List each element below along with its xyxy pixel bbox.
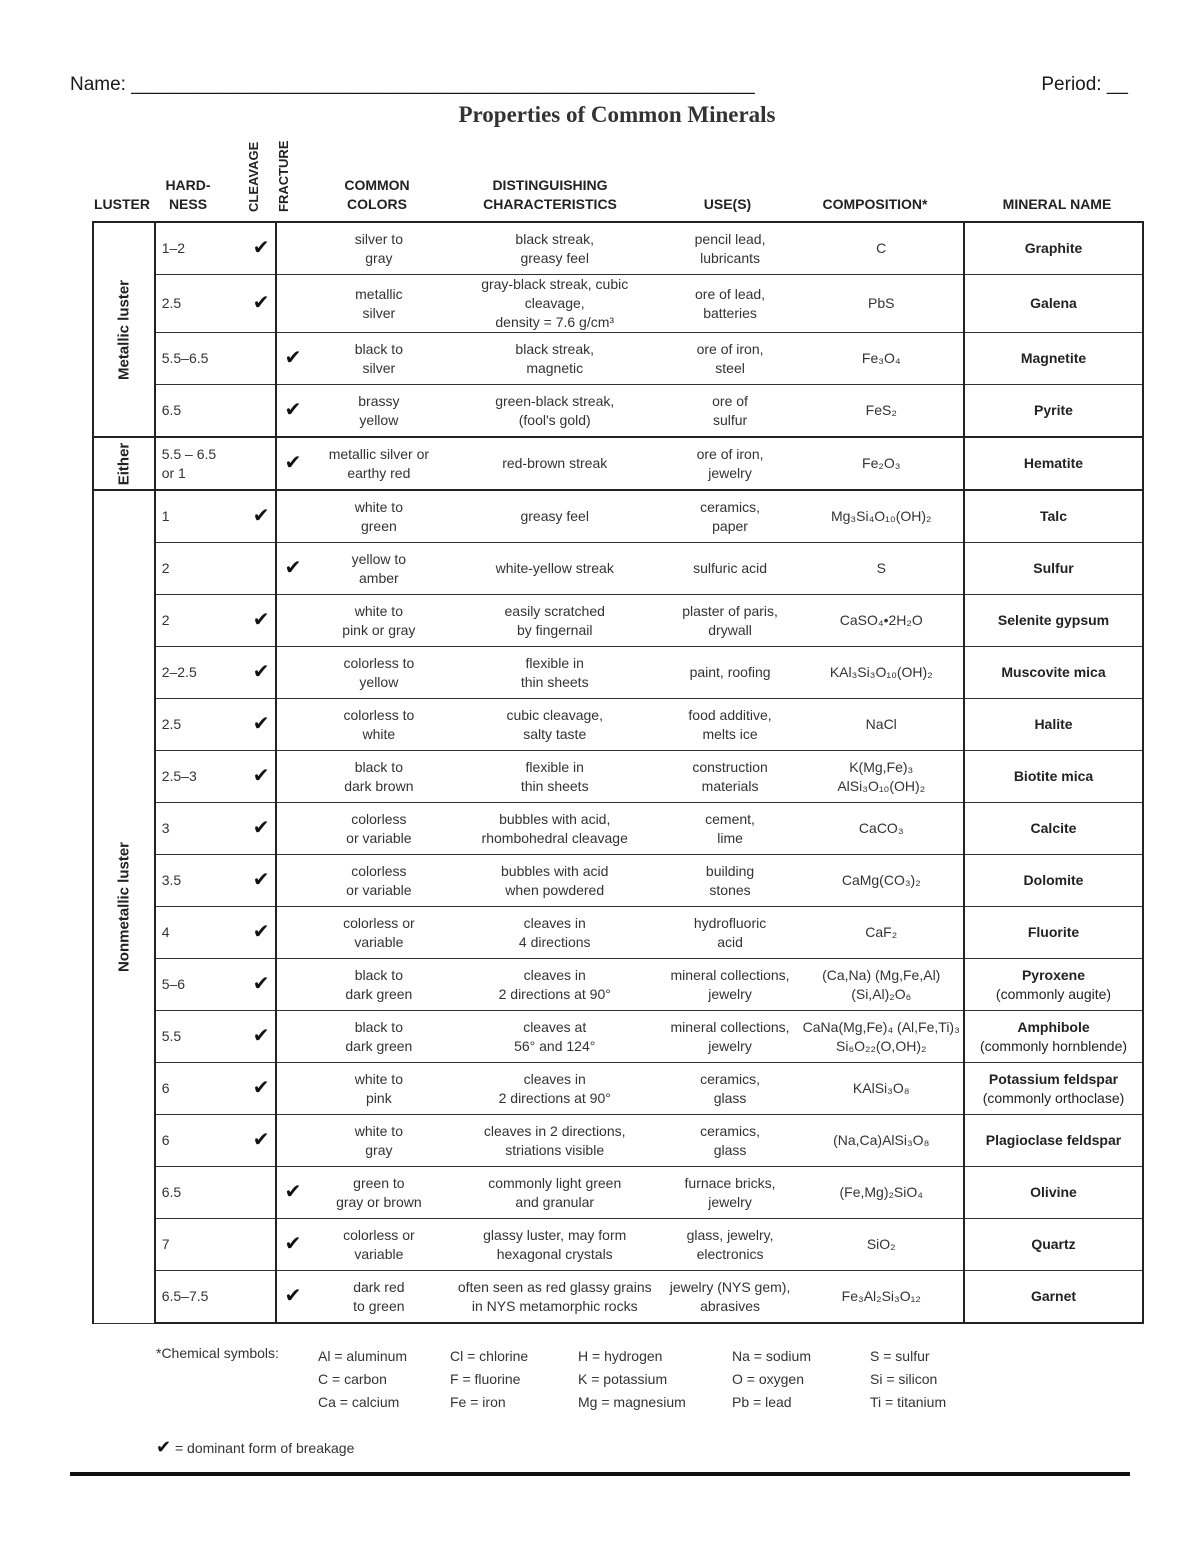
uses-cell: jewelry (NYS gem), abrasives: [661, 1271, 800, 1324]
mineral-name: Garnet: [1030, 1288, 1077, 1304]
cleavage-cell: [247, 1271, 276, 1324]
characteristics-cell: often seen as red glassy grains in NYS metamorphic rocks: [449, 1271, 661, 1324]
luster-group-metallic: [93, 222, 155, 437]
legend-item: K = potassium: [578, 1371, 668, 1387]
colors-cell: white to pink: [309, 1063, 449, 1115]
hardness-cell: 2.5: [155, 699, 248, 751]
legend-item: Na = sodium: [732, 1348, 811, 1364]
characteristics-cell: green-black streak, (fool's gold): [449, 385, 661, 438]
colors-cell: white to green: [309, 490, 449, 543]
check-mark-icon: ✔: [156, 1437, 172, 1457]
uses-cell: sulfuric acid: [661, 543, 800, 595]
check-mark-icon: ✔: [252, 920, 270, 943]
characteristics-cell: flexible in thin sheets: [449, 647, 661, 699]
mineral-name: Selenite gypsum: [997, 612, 1110, 628]
bottom-rule: [70, 1472, 1130, 1476]
hardness-cell: 2.5–3: [155, 751, 248, 803]
table-row: [93, 907, 1143, 959]
fracture-cell: [276, 437, 309, 490]
legend-item: Mg = magnesium: [578, 1394, 686, 1410]
fracture-cell: [276, 543, 309, 595]
mineral-name: Halite: [1034, 716, 1073, 732]
colors-cell: white to pink or gray: [309, 595, 449, 647]
luster-group-label: Either: [115, 442, 133, 485]
uses-cell: mineral collections, jewelry: [661, 1011, 800, 1063]
table-row: [93, 333, 1143, 385]
uses-cell: ore of iron, steel: [661, 333, 800, 385]
legend-item: Fe = iron: [450, 1394, 506, 1410]
composition-cell: FeS₂: [799, 385, 964, 438]
check-mark-icon: ✔: [252, 660, 270, 683]
characteristics-cell: flexible in thin sheets: [449, 751, 661, 803]
mineral-name-cell: [964, 1219, 1143, 1271]
table-row: [93, 1115, 1143, 1167]
table-row: [93, 803, 1143, 855]
mineral-name-note: (commonly orthoclase): [982, 1089, 1125, 1106]
colors-cell: colorless to yellow: [309, 647, 449, 699]
luster-group-nonmetallic: [93, 490, 155, 1323]
legend-column: [578, 1345, 686, 1414]
mineral-name-cell: [964, 275, 1143, 333]
mineral-name-cell: [964, 333, 1143, 385]
characteristics-cell: red-brown streak: [449, 437, 661, 490]
composition-cell: (Ca,Na) (Mg,Fe,Al) (Si,Al)₂O₆: [799, 959, 964, 1011]
characteristics-cell: black streak, greasy feel: [449, 222, 661, 275]
fracture-cell: [276, 1219, 309, 1271]
characteristics-cell: glassy luster, may form hexagonal crystals: [449, 1219, 661, 1271]
composition-cell: (Fe,Mg)₂SiO₄: [799, 1167, 964, 1219]
composition-cell: Fe₃Al₂Si₃O₁₂: [799, 1271, 964, 1324]
hardness-cell: 6.5: [155, 1167, 248, 1219]
cleavage-cell: [247, 1219, 276, 1271]
table-row: [93, 1011, 1143, 1063]
hardness-cell: 1–2: [155, 222, 248, 275]
fracture-cell: [276, 803, 309, 855]
fracture-cell: [276, 595, 309, 647]
fracture-cell: [276, 1011, 309, 1063]
col-header-cleavage: CLEAVAGE: [246, 141, 261, 212]
cleavage-cell: [247, 1011, 276, 1063]
colors-cell: colorless or variable: [309, 803, 449, 855]
hardness-cell: 6.5–7.5: [155, 1271, 248, 1324]
page-title: Properties of Common Minerals: [458, 102, 776, 127]
characteristics-cell: gray-black streak, cubic cleavage, density = 7.6 g/cm³: [449, 275, 661, 333]
hardness-cell: 1: [155, 490, 248, 543]
hardness-cell: 5.5 – 6.5 or 1: [155, 437, 248, 490]
table-row: [93, 543, 1143, 595]
hardness-cell: 6.5: [155, 385, 248, 438]
fracture-cell: [276, 490, 309, 543]
legend-column: [732, 1345, 811, 1414]
cleavage-cell: [247, 543, 276, 595]
cleavage-cell: [247, 490, 276, 543]
uses-cell: mineral collections, jewelry: [661, 959, 800, 1011]
cleavage-cell: [247, 595, 276, 647]
characteristics-cell: bubbles with acid, rhombohedral cleavage: [449, 803, 661, 855]
cleavage-cell: [247, 385, 276, 438]
colors-cell: black to dark brown: [309, 751, 449, 803]
luster-group-either: [93, 437, 155, 490]
characteristics-cell: cleaves in 4 directions: [449, 907, 661, 959]
legend-item: Ca = calcium: [318, 1394, 400, 1410]
fracture-cell: [276, 333, 309, 385]
luster-group-label: Metallic luster: [115, 279, 133, 380]
mineral-name: Sulfur: [1033, 560, 1074, 576]
col-header-uses: USE(S): [703, 196, 752, 212]
hardness-cell: 5.5: [155, 1011, 248, 1063]
mineral-name: Galena: [1030, 295, 1077, 311]
fracture-cell: [276, 699, 309, 751]
colors-cell: silver to gray: [309, 222, 449, 275]
fracture-cell: [276, 647, 309, 699]
hardness-cell: 2.5: [155, 275, 248, 333]
colors-cell: colorless or variable: [309, 1219, 449, 1271]
composition-cell: S: [799, 543, 964, 595]
colors-cell: white to gray: [309, 1115, 449, 1167]
cleavage-cell: [247, 1115, 276, 1167]
mineral-name-cell: [964, 1011, 1143, 1063]
uses-cell: pencil lead, lubricants: [661, 222, 800, 275]
colors-cell: brassy yellow: [309, 385, 449, 438]
colors-cell: colorless or variable: [309, 907, 449, 959]
check-mark-icon: ✔: [252, 764, 270, 787]
hardness-cell: 6: [155, 1063, 248, 1115]
colors-cell: black to dark green: [309, 959, 449, 1011]
minerals-table: [92, 221, 1144, 1324]
uses-cell: glass, jewelry, electronics: [661, 1219, 800, 1271]
check-mark-icon: ✔: [284, 398, 302, 421]
characteristics-cell: white-yellow streak: [449, 543, 661, 595]
mineral-name-cell: [964, 751, 1143, 803]
mineral-name: Pyroxene: [1021, 966, 1086, 983]
fracture-cell: [276, 907, 309, 959]
colors-cell: colorless to white: [309, 699, 449, 751]
mineral-name: Hematite: [1023, 455, 1084, 471]
composition-cell: Fe₂O₃: [799, 437, 964, 490]
check-mark-icon: ✔: [284, 346, 302, 369]
legend-label: *Chemical symbols:: [156, 1345, 279, 1361]
cleavage-cell: [247, 907, 276, 959]
characteristics-cell: commonly light green and granular: [449, 1167, 661, 1219]
table-row: [93, 959, 1143, 1011]
composition-cell: (Na,Ca)AlSi₃O₈: [799, 1115, 964, 1167]
legend-item: S = sulfur: [870, 1348, 930, 1364]
colors-cell: dark red to green: [309, 1271, 449, 1324]
uses-cell: paint, roofing: [661, 647, 800, 699]
table-row: [93, 855, 1143, 907]
check-mark-icon: ✔: [252, 972, 270, 995]
legend-column: [450, 1345, 528, 1414]
hardness-cell: 3.5: [155, 855, 248, 907]
mineral-name: Quartz: [1031, 1236, 1076, 1252]
col-header-luster: LUSTER: [94, 196, 150, 212]
colors-cell: black to silver: [309, 333, 449, 385]
table-row: [93, 222, 1143, 275]
mineral-name: Magnetite: [1020, 350, 1087, 366]
col-header-colors: COMMON COLORS: [344, 177, 410, 212]
cleavage-cell: [247, 803, 276, 855]
col-header-fracture: FRACTURE: [276, 140, 291, 212]
col-header-composition: COMPOSITION*: [822, 196, 928, 212]
composition-cell: Fe₃O₄: [799, 333, 964, 385]
check-mark-icon: ✔: [284, 1180, 302, 1203]
composition-cell: CaNa(Mg,Fe)₄ (Al,Fe,Ti)₃ Si₆O₂₂(O,OH)₂: [799, 1011, 964, 1063]
check-mark-icon: ✔: [252, 236, 270, 259]
legend-item: Si = silicon: [870, 1371, 938, 1387]
characteristics-cell: cleaves in 2 directions at 90°: [449, 1063, 661, 1115]
composition-cell: CaCO₃: [799, 803, 964, 855]
mineral-name-cell: [964, 437, 1143, 490]
hardness-cell: 5.5–6.5: [155, 333, 248, 385]
fracture-cell: [276, 959, 309, 1011]
check-mark-icon: ✔: [252, 712, 270, 735]
cleavage-cell: [247, 275, 276, 333]
mineral-name-cell: [964, 699, 1143, 751]
cleavage-cell: [247, 751, 276, 803]
composition-cell: SiO₂: [799, 1219, 964, 1271]
cleavage-cell: [247, 222, 276, 275]
period-field-label: Period: __: [1041, 74, 1128, 95]
mineral-name-cell: [964, 1271, 1143, 1324]
cleavage-cell: [247, 333, 276, 385]
mineral-name-cell: [964, 385, 1143, 438]
composition-cell: PbS: [799, 275, 964, 333]
colors-cell: metallic silver: [309, 275, 449, 333]
fracture-cell: [276, 855, 309, 907]
table-row: [93, 437, 1143, 490]
mineral-name-cell: [964, 595, 1143, 647]
hardness-cell: 7: [155, 1219, 248, 1271]
cleavage-cell: [247, 699, 276, 751]
mineral-name: Plagioclase feldspar: [985, 1132, 1122, 1148]
legend-column: [870, 1345, 946, 1414]
luster-group-label: Nonmetallic luster: [115, 841, 133, 972]
mineral-name-cell: [964, 1063, 1143, 1115]
uses-cell: ore of lead, batteries: [661, 275, 800, 333]
table-row: [93, 275, 1143, 333]
mineral-name-cell: [964, 1115, 1143, 1167]
composition-cell: NaCl: [799, 699, 964, 751]
hardness-cell: 5–6: [155, 959, 248, 1011]
col-header-mineral-name: MINERAL NAME: [1002, 196, 1112, 212]
colors-cell: metallic silver or earthy red: [309, 437, 449, 490]
mineral-name-cell: [964, 647, 1143, 699]
cleavage-cell: [247, 1063, 276, 1115]
colors-cell: green to gray or brown: [309, 1167, 449, 1219]
fracture-cell: [276, 1271, 309, 1324]
table-row: [93, 1219, 1143, 1271]
uses-cell: food additive, melts ice: [661, 699, 800, 751]
composition-cell: Mg₃Si₄O₁₀(OH)₂: [799, 490, 964, 543]
mineral-name-cell: [964, 907, 1143, 959]
mineral-name-cell: [964, 855, 1143, 907]
check-mark-icon: ✔: [284, 1232, 302, 1255]
mineral-name: Muscovite mica: [1001, 664, 1106, 680]
hardness-cell: 2: [155, 543, 248, 595]
table-row: [93, 385, 1143, 438]
check-mark-icon: ✔: [252, 504, 270, 527]
mineral-name-cell: [964, 543, 1143, 595]
uses-cell: ceramics, glass: [661, 1063, 800, 1115]
table-row: [93, 647, 1143, 699]
breakage-footnote: [156, 1437, 354, 1458]
legend-item: Pb = lead: [732, 1394, 792, 1410]
mineral-name-cell: [964, 1167, 1143, 1219]
cleavage-cell: [247, 1167, 276, 1219]
uses-cell: ore of sulfur: [661, 385, 800, 438]
fracture-cell: [276, 275, 309, 333]
legend-item: Al = aluminum: [318, 1348, 408, 1364]
composition-cell: KAl₃Si₃O₁₀(OH)₂: [799, 647, 964, 699]
table-row: [93, 1167, 1143, 1219]
table-row: [93, 490, 1143, 543]
check-mark-icon: ✔: [284, 451, 302, 474]
table-row: [93, 595, 1143, 647]
cleavage-cell: [247, 437, 276, 490]
col-header-characteristics: DISTINGUISHING CHARACTERISTICS: [483, 177, 617, 212]
mineral-name: Olivine: [1030, 1184, 1077, 1200]
characteristics-cell: cleaves in 2 directions, striations visible: [449, 1115, 661, 1167]
composition-cell: KAlSi₃O₈: [799, 1063, 964, 1115]
table-row: [93, 1271, 1143, 1324]
cleavage-cell: [247, 959, 276, 1011]
mineral-name: Fluorite: [1027, 924, 1080, 940]
mineral-name: Dolomite: [1023, 872, 1084, 888]
mineral-name: Pyrite: [1034, 402, 1073, 418]
legend-item: O = oxygen: [732, 1371, 804, 1387]
check-mark-icon: ✔: [252, 1076, 270, 1099]
mineral-name: Graphite: [1024, 240, 1083, 256]
legend-item: C = carbon: [318, 1371, 387, 1387]
fracture-cell: [276, 1063, 309, 1115]
colors-cell: colorless or variable: [309, 855, 449, 907]
table-row: [93, 751, 1143, 803]
uses-cell: ore of iron, jewelry: [661, 437, 800, 490]
hardness-cell: 6: [155, 1115, 248, 1167]
cleavage-cell: [247, 855, 276, 907]
legend-column: [318, 1345, 407, 1414]
colors-cell: black to dark green: [309, 1011, 449, 1063]
mineral-name: Biotite mica: [1013, 768, 1094, 784]
legend-item: Cl = chlorine: [450, 1348, 529, 1364]
check-mark-icon: ✔: [252, 608, 270, 631]
check-mark-icon: ✔: [284, 556, 302, 579]
characteristics-cell: greasy feel: [449, 490, 661, 543]
hardness-cell: 2–2.5: [155, 647, 248, 699]
characteristics-cell: cleaves in 2 directions at 90°: [449, 959, 661, 1011]
composition-cell: CaSO₄•2H₂O: [799, 595, 964, 647]
check-mark-icon: ✔: [252, 816, 270, 839]
table-row: [93, 1063, 1143, 1115]
characteristics-cell: cubic cleavage, salty taste: [449, 699, 661, 751]
footnote-text: = dominant form of breakage: [174, 1440, 355, 1456]
legend-item: H = hydrogen: [578, 1348, 663, 1364]
check-mark-icon: ✔: [252, 1024, 270, 1047]
uses-cell: ceramics, glass: [661, 1115, 800, 1167]
hardness-cell: 3: [155, 803, 248, 855]
mineral-name: Amphibole: [1017, 1018, 1090, 1035]
fracture-cell: [276, 222, 309, 275]
characteristics-cell: easily scratched by fingernail: [449, 595, 661, 647]
mineral-name-cell: [964, 222, 1143, 275]
composition-cell: CaMg(CO₃)₂: [799, 855, 964, 907]
uses-cell: building stones: [661, 855, 800, 907]
uses-cell: hydrofluoric acid: [661, 907, 800, 959]
mineral-name: Talc: [1040, 508, 1067, 524]
mineral-name: Calcite: [1030, 820, 1077, 836]
table-row: [93, 699, 1143, 751]
check-mark-icon: ✔: [252, 291, 270, 314]
mineral-name-note: (commonly augite): [995, 985, 1112, 1002]
fracture-cell: [276, 385, 309, 438]
uses-cell: ceramics, paper: [661, 490, 800, 543]
hardness-cell: 4: [155, 907, 248, 959]
hardness-cell: 2: [155, 595, 248, 647]
mineral-name-cell: [964, 803, 1143, 855]
mineral-name: Potassium feldspar: [988, 1070, 1119, 1087]
composition-cell: CaF₂: [799, 907, 964, 959]
composition-cell: C: [799, 222, 964, 275]
uses-cell: furnace bricks, jewelry: [661, 1167, 800, 1219]
colors-cell: yellow to amber: [309, 543, 449, 595]
composition-cell: K(Mg,Fe)₃ AlSi₃O₁₀(OH)₂: [799, 751, 964, 803]
fracture-cell: [276, 1115, 309, 1167]
legend-item: Ti = titanium: [870, 1394, 947, 1410]
name-field-label: Name: ___________________________________________________________: [70, 74, 755, 95]
check-mark-icon: ✔: [252, 1128, 270, 1151]
col-header-hardness: HARD- NESS: [165, 177, 211, 212]
uses-cell: cement, lime: [661, 803, 800, 855]
fracture-cell: [276, 751, 309, 803]
uses-cell: plaster of paris, drywall: [661, 595, 800, 647]
check-mark-icon: ✔: [284, 1284, 302, 1307]
uses-cell: construction materials: [661, 751, 800, 803]
fracture-cell: [276, 1167, 309, 1219]
cleavage-cell: [247, 647, 276, 699]
check-mark-icon: ✔: [252, 868, 270, 891]
mineral-name-cell: [964, 490, 1143, 543]
mineral-name-note: (commonly hornblende): [979, 1037, 1128, 1054]
characteristics-cell: cleaves at 56° and 124°: [449, 1011, 661, 1063]
legend-item: F = fluorine: [450, 1371, 521, 1387]
characteristics-cell: black streak, magnetic: [449, 333, 661, 385]
characteristics-cell: bubbles with acid when powdered: [449, 855, 661, 907]
mineral-name-cell: [964, 959, 1143, 1011]
